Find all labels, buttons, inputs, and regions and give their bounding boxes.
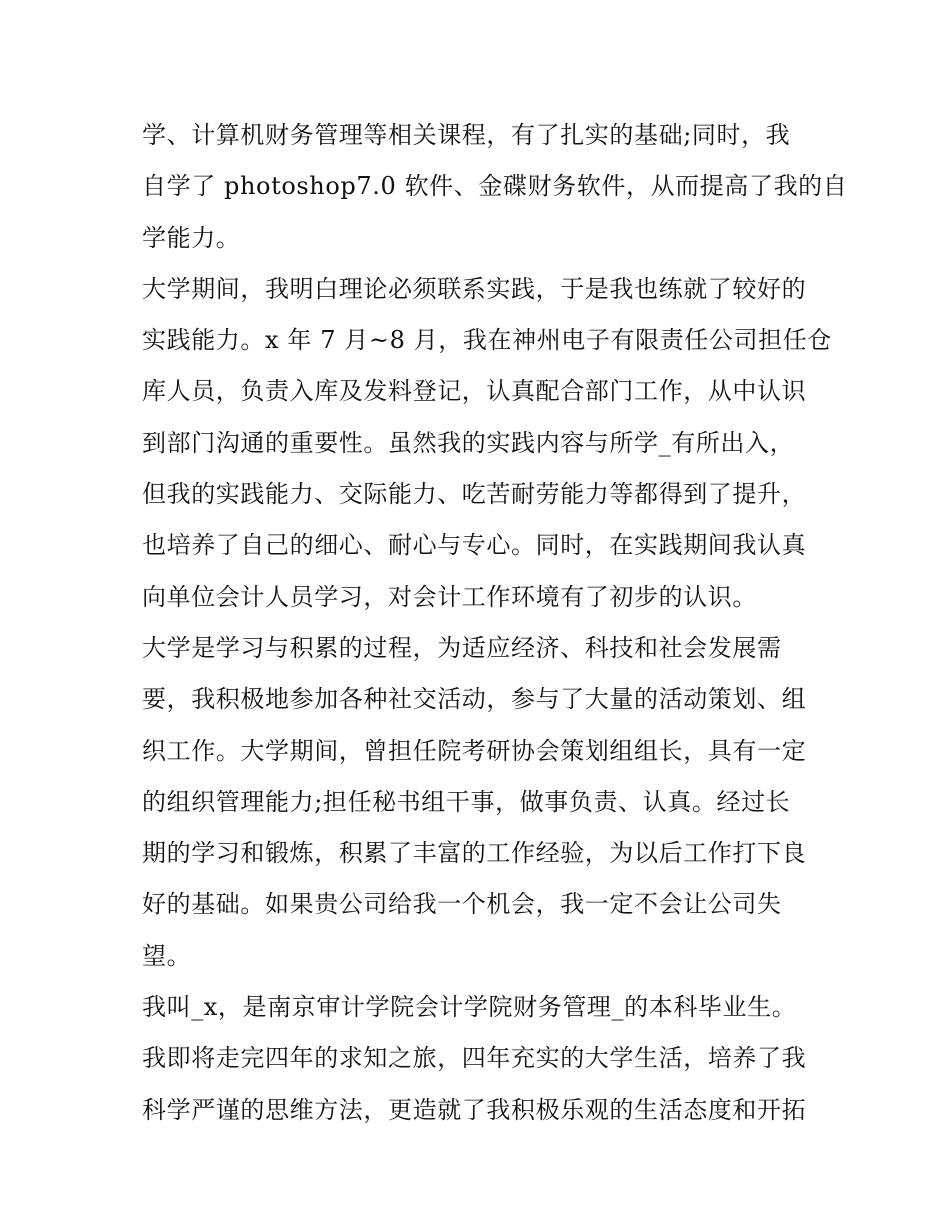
text-line: 我叫_x，是南京审计学院会计学院财务管理_的本科毕业生。 — [142, 993, 797, 1022]
text-line: 织工作。大学期间，曾担任院考研协会策划组组长，具有一定 — [142, 736, 807, 765]
text-line: 自学了 photoshop7.0 软件、金碟财务软件，从而提高了我的自 — [142, 172, 848, 201]
text-line: 实践能力。x 年 7 月~8 月，我在神州电子有限责任公司担任仓 — [142, 326, 832, 355]
text-line: 期的学习和锻炼，积累了丰富的工作经验，为以后工作打下良 — [142, 839, 807, 868]
document-body — [142, 110, 848, 1136]
text-line: 的组织管理能力;担任秘书组干事，做事负责、认真。经过长 — [142, 787, 791, 816]
text-line: 向单位会计人员学习，对会计工作环境有了初步的认识。 — [142, 582, 757, 611]
text-line: 学、计算机财务管理等相关课程，有了扎实的基础;同时，我 — [142, 121, 791, 149]
text-line: 我即将走完四年的求知之旅，四年充实的大学生活，培养了我 — [142, 1044, 807, 1073]
text-line: 大学是学习与积累的过程，为适应经济、科技和社会发展需 — [142, 633, 782, 662]
text-line: 也培养了自己的细心、耐心与专心。同时，在实践期间我认真 — [142, 531, 807, 560]
text-line: 要，我积极地参加各种社交活动，参与了大量的活动策划、组 — [142, 685, 807, 714]
text-line: 望。 — [142, 941, 192, 970]
text-line: 大学期间，我明白理论必须联系实践，于是我也练就了较好的 — [142, 274, 807, 303]
text-line: 学能力。 — [142, 223, 241, 252]
text-line: 到部门沟通的重要性。虽然我的实践内容与所学_有所出入， — [142, 428, 795, 457]
text-line: 但我的实践能力、交际能力、吃苦耐劳能力等都得到了提升， — [142, 480, 807, 509]
text-line: 科学严谨的思维方法，更造就了我积极乐观的生活态度和开拓 — [142, 1095, 807, 1124]
text-line: 好的基础。如果贵公司给我一个机会，我一定不会让公司失 — [142, 890, 782, 919]
text-line: 库人员，负责入库及发料登记，认真配合部门工作，从中认识 — [142, 377, 807, 406]
